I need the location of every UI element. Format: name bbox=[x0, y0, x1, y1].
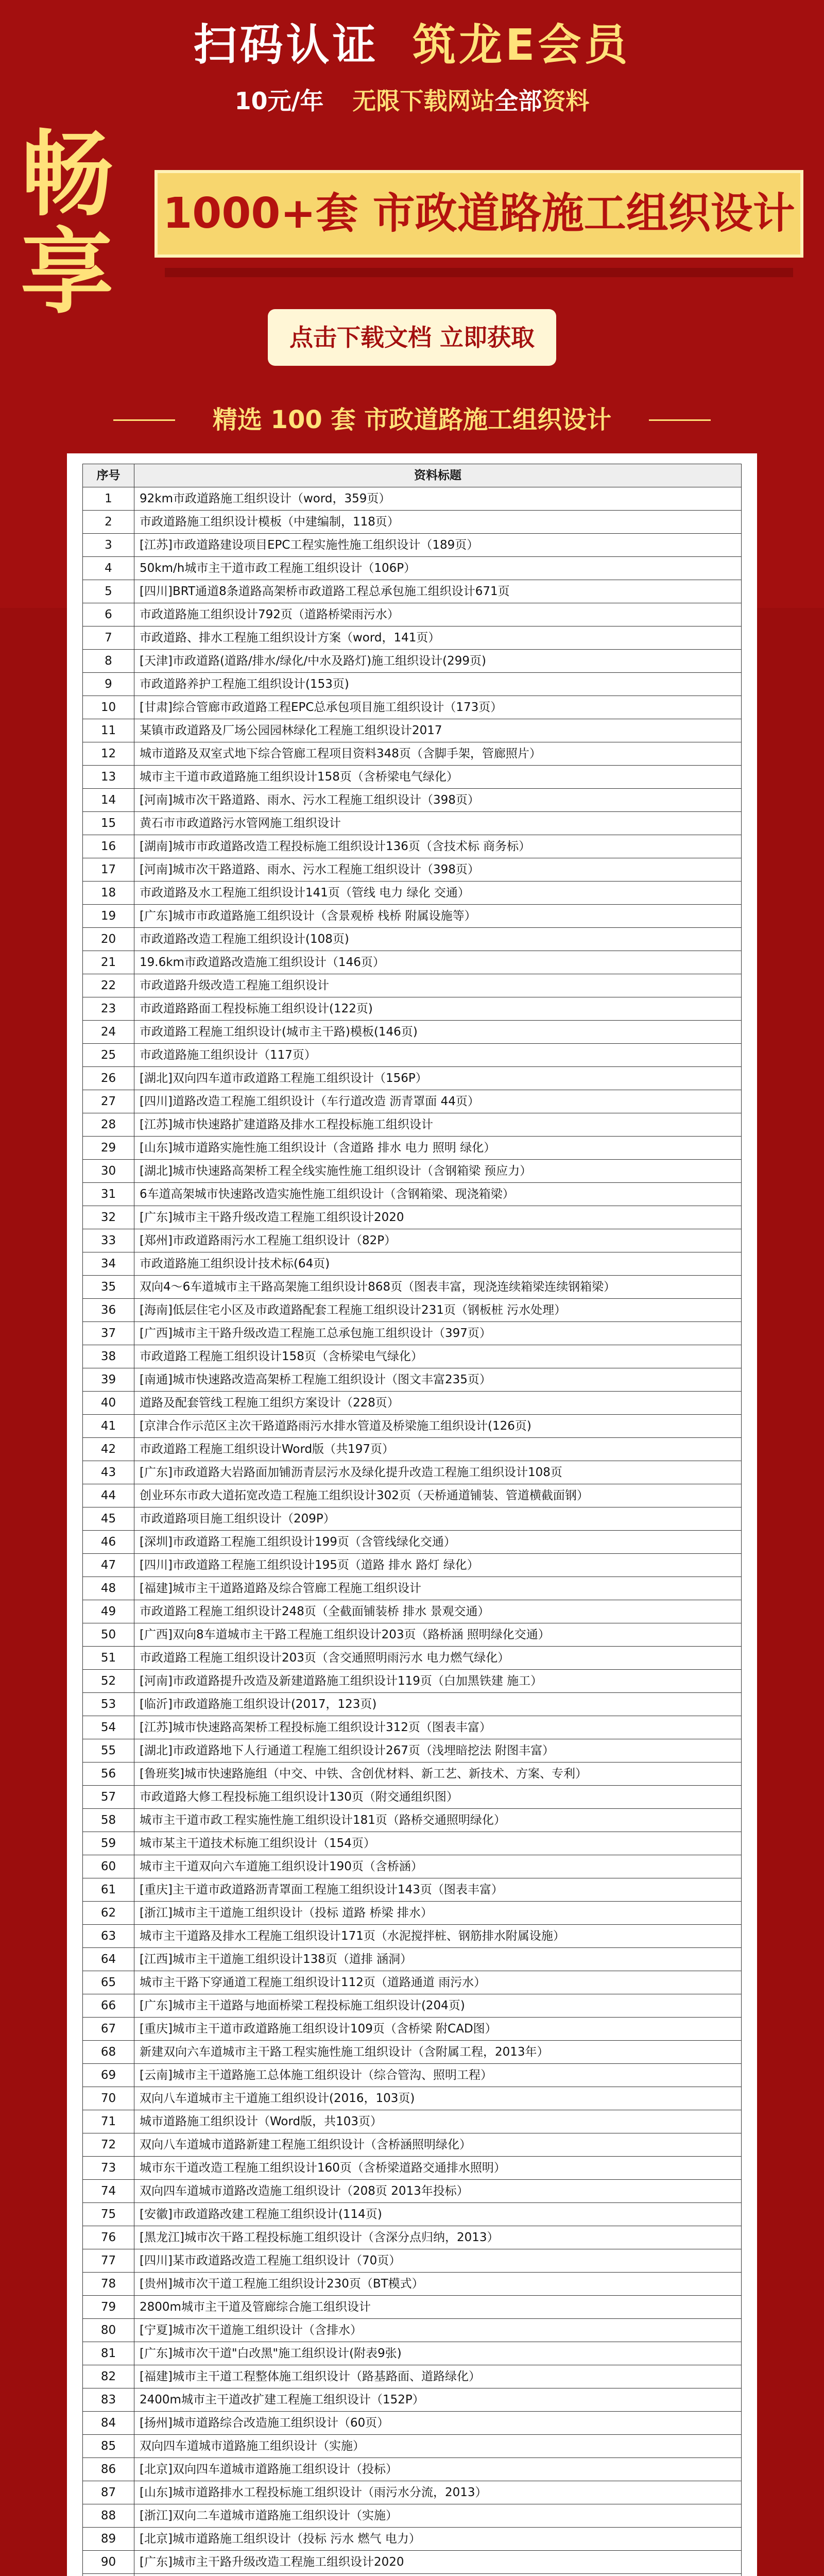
row-number: 61 bbox=[83, 1878, 134, 1902]
row-number: 48 bbox=[83, 1577, 134, 1600]
row-title: [黑龙江]城市次干路工程投标施工组织设计（含深分点归纳，2013） bbox=[134, 2226, 742, 2249]
table-row[interactable] bbox=[83, 1554, 742, 1577]
row-title: [甘肃]综合管廊市政道路工程EPC总承包项目施工组织设计（173页） bbox=[134, 696, 742, 719]
table-row[interactable] bbox=[83, 2273, 742, 2296]
table-row[interactable] bbox=[83, 1786, 742, 1809]
row-number: 52 bbox=[83, 1670, 134, 1693]
row-number: 13 bbox=[83, 766, 134, 789]
row-title: [四川]某市政道路改造工程施工组织设计（70页） bbox=[134, 2249, 742, 2273]
row-number: 74 bbox=[83, 2180, 134, 2203]
row-number: 76 bbox=[83, 2226, 134, 2249]
table-row[interactable] bbox=[83, 1507, 742, 1531]
table-row[interactable] bbox=[83, 812, 742, 835]
table-row[interactable] bbox=[83, 719, 742, 742]
table-row[interactable] bbox=[83, 789, 742, 812]
section-title: 精选 100 套 市政道路施工组织设计 bbox=[93, 402, 731, 438]
row-title: 城市主干道路及排水工程施工组织设计171页（水泥搅拌桩、钢筋排水附属设施） bbox=[134, 1925, 742, 1948]
row-number: 67 bbox=[83, 2018, 134, 2041]
row-number: 66 bbox=[83, 1994, 134, 2018]
row-number: 33 bbox=[83, 1229, 134, 1252]
row-number: 25 bbox=[83, 1044, 134, 1067]
row-number: 83 bbox=[83, 2388, 134, 2412]
row-title: 市政道路施工组织设计技术标(64页) bbox=[134, 1252, 742, 1276]
row-title: [宁夏]城市次干道施工组织设计（含排水） bbox=[134, 2319, 742, 2342]
row-title: 市政道路及水工程施工组织设计141页（管线 电力 绿化 交通） bbox=[134, 882, 742, 905]
table-row[interactable] bbox=[83, 2249, 742, 2273]
table-row[interactable] bbox=[83, 835, 742, 858]
row-number: 19 bbox=[83, 905, 134, 928]
row-number: 78 bbox=[83, 2273, 134, 2296]
row-number: 20 bbox=[83, 928, 134, 951]
row-title: 道路及配套管线工程施工组织方案设计（228页） bbox=[134, 1392, 742, 1415]
title-shadow bbox=[165, 268, 793, 277]
table-row[interactable] bbox=[83, 1415, 742, 1438]
row-title: 市政道路项目施工组织设计（209P） bbox=[134, 1507, 742, 1531]
table-row[interactable] bbox=[83, 511, 742, 534]
row-title: [郑州]市政道路雨污水工程施工组织设计（82P） bbox=[134, 1229, 742, 1252]
row-title: [山东]城市道路实施性施工组织设计（含道路 排水 电力 照明 绿化） bbox=[134, 1137, 742, 1160]
row-title: [北京]城市道路施工组织设计（投标 污水 燃气 电力） bbox=[134, 2528, 742, 2551]
price-text: 10元/年 bbox=[234, 87, 324, 115]
row-number: 24 bbox=[83, 1021, 134, 1044]
table-row[interactable] bbox=[83, 1948, 742, 1971]
row-title: 城市主干道市政道路施工组织设计158页（含桥梁电气绿化） bbox=[134, 766, 742, 789]
row-title: 创业环东市政大道拓宽改造工程施工组织设计302页（天桥通道铺装、管道横截面钢） bbox=[134, 1484, 742, 1507]
row-title: [湖北]市政道路地下人行通道工程施工组织设计267页（浅埋暗挖法 附图丰富） bbox=[134, 1739, 742, 1762]
table-row[interactable] bbox=[83, 2041, 742, 2064]
table-row[interactable] bbox=[83, 2110, 742, 2133]
row-title: 市政道路养护工程施工组织设计(153页) bbox=[134, 673, 742, 696]
row-title: 50km/h城市主干道市政工程施工组织设计（106P） bbox=[134, 557, 742, 580]
table-row[interactable] bbox=[83, 2180, 742, 2203]
table-row[interactable] bbox=[83, 974, 742, 997]
row-number: 69 bbox=[83, 2064, 134, 2087]
table-row[interactable] bbox=[83, 650, 742, 673]
row-number: 82 bbox=[83, 2365, 134, 2388]
row-number: 88 bbox=[83, 2504, 134, 2528]
row-title: [广东]城市主干路升级改造工程施工组织设计2020 bbox=[134, 1206, 742, 1229]
row-number: 26 bbox=[83, 1067, 134, 1090]
resource-table bbox=[82, 464, 742, 2576]
row-number: 57 bbox=[83, 1786, 134, 1809]
row-title: [重庆]城市主干道市政道路施工组织设计109页（含桥梁 附CAD图） bbox=[134, 2018, 742, 2041]
row-number: 8 bbox=[83, 650, 134, 673]
row-title: [重庆]主干道市政道路沥青罩面工程施工组织设计143页（图表丰富） bbox=[134, 1878, 742, 1902]
table-row[interactable] bbox=[83, 1994, 742, 2018]
row-number: 38 bbox=[83, 1345, 134, 1368]
table-row[interactable] bbox=[83, 1322, 742, 1345]
row-title: 市政道路工程施工组织设计Word版（共197页） bbox=[134, 1438, 742, 1461]
table-row[interactable] bbox=[83, 1647, 742, 1670]
row-title bbox=[134, 2574, 742, 2576]
row-title: 2800m城市主干道及管廊综合施工组织设计 bbox=[134, 2296, 742, 2319]
table-row[interactable] bbox=[83, 603, 742, 626]
row-number: 6 bbox=[83, 603, 134, 626]
main-title: 1000+套 市政道路施工组织设计 bbox=[154, 170, 803, 258]
table-row[interactable] bbox=[83, 1229, 742, 1252]
table-row[interactable] bbox=[83, 858, 742, 882]
table-row[interactable] bbox=[83, 1206, 742, 1229]
row-title: 6车道高架城市快速路改造实施性施工组织设计（含钢箱梁、现浇箱梁） bbox=[134, 1183, 742, 1206]
row-number: 9 bbox=[83, 673, 134, 696]
row-number: 1 bbox=[83, 487, 134, 511]
row-number: 39 bbox=[83, 1368, 134, 1392]
resource-table-card bbox=[67, 453, 757, 2576]
row-title: [广西]双向8车道城市主干路工程施工组织设计203页（路桥涵 照明绿化交通） bbox=[134, 1623, 742, 1647]
table-row[interactable] bbox=[83, 1902, 742, 1925]
resource-text: 资料 bbox=[542, 87, 590, 115]
table-row[interactable] bbox=[83, 1670, 742, 1693]
table-row[interactable] bbox=[83, 2087, 742, 2110]
table-row[interactable] bbox=[83, 1484, 742, 1507]
row-title: [天津]市政道路(道路/排水/绿化/中水及路灯)施工组织设计(299页) bbox=[134, 650, 742, 673]
row-title: [南通]城市快速路改造高架桥工程施工组织设计（图文丰富235页） bbox=[134, 1368, 742, 1392]
table-row[interactable] bbox=[83, 2574, 742, 2576]
table-row[interactable] bbox=[83, 1345, 742, 1368]
row-title: 19.6km市政道路改造施工组织设计（146页） bbox=[134, 951, 742, 974]
row-title: [广东]城市主干路升级改造工程施工组织设计2020 bbox=[134, 2551, 742, 2574]
row-title: [广东]城市次干道"白改黑"施工组织设计(附表9张) bbox=[134, 2342, 742, 2365]
row-number: 32 bbox=[83, 1206, 134, 1229]
table-row[interactable] bbox=[83, 1600, 742, 1623]
row-number: 30 bbox=[83, 1160, 134, 1183]
row-title: [浙江]城市主干道施工组织设计（投标 道路 桥梁 排水） bbox=[134, 1902, 742, 1925]
table-row[interactable] bbox=[83, 1762, 742, 1786]
table-row[interactable] bbox=[83, 1299, 742, 1322]
table-row[interactable] bbox=[83, 1021, 742, 1044]
row-number: 31 bbox=[83, 1183, 134, 1206]
row-title: [河南]城市次干路道路、雨水、污水工程施工组织设计（398页） bbox=[134, 858, 742, 882]
row-number: 7 bbox=[83, 626, 134, 650]
row-number: 36 bbox=[83, 1299, 134, 1322]
row-number: 46 bbox=[83, 1531, 134, 1554]
table-row[interactable] bbox=[83, 928, 742, 951]
row-number: 3 bbox=[83, 534, 134, 557]
row-number: 56 bbox=[83, 1762, 134, 1786]
table-row[interactable] bbox=[83, 1739, 742, 1762]
table-row[interactable] bbox=[83, 1832, 742, 1855]
table-row[interactable] bbox=[83, 626, 742, 650]
table-row[interactable] bbox=[83, 1090, 742, 1113]
row-number: 86 bbox=[83, 2458, 134, 2481]
row-title: [京津合作示范区主次干路道路雨污水排水管道及桥梁施工组织设计(126页) bbox=[134, 1415, 742, 1438]
row-number: 77 bbox=[83, 2249, 134, 2273]
row-number: 71 bbox=[83, 2110, 134, 2133]
row-number: 51 bbox=[83, 1647, 134, 1670]
row-number: 62 bbox=[83, 1902, 134, 1925]
row-title: 城市道路及双室式地下综合管廊工程项目资料348页（含脚手架，管廊照片） bbox=[134, 742, 742, 766]
scan-auth-text: 扫码认证 bbox=[193, 20, 379, 70]
table-row[interactable] bbox=[83, 1252, 742, 1276]
row-number: 63 bbox=[83, 1925, 134, 1948]
table-row[interactable] bbox=[83, 2319, 742, 2342]
all-text: 全部 bbox=[494, 87, 542, 115]
table-row[interactable] bbox=[83, 1276, 742, 1299]
row-title: 双向4～6车道城市主干路高架施工组织设计868页（图表丰富，现浇连续箱梁连续钢箱梁） bbox=[134, 1276, 742, 1299]
row-title: 市政道路升级改造工程施工组织设计 bbox=[134, 974, 742, 997]
row-title: 黄石市市政道路污水管网施工组织设计 bbox=[134, 812, 742, 835]
table-row[interactable] bbox=[83, 1878, 742, 1902]
row-title: 市政道路施工组织设计模板（中建编制，118页） bbox=[134, 511, 742, 534]
row-title: [浙江]双向二车道城市道路施工组织设计（实施） bbox=[134, 2504, 742, 2528]
unlimited-text: 无限下载网站 bbox=[352, 87, 495, 115]
table-row[interactable] bbox=[83, 1183, 742, 1206]
row-title: [福建]城市主干道路道路及综合管廊工程施工组织设计 bbox=[134, 1577, 742, 1600]
table-row[interactable] bbox=[83, 2412, 742, 2435]
table-row[interactable] bbox=[83, 905, 742, 928]
row-number: 21 bbox=[83, 951, 134, 974]
table-row[interactable] bbox=[83, 673, 742, 696]
row-number: 5 bbox=[83, 580, 134, 603]
row-number: 80 bbox=[83, 2319, 134, 2342]
row-title: [广东]城市市政道路施工组织设计（含景观桥 栈桥 附属设施等） bbox=[134, 905, 742, 928]
row-title: [福建]城市主干道工程整体施工组织设计（路基路面、道路绿化） bbox=[134, 2365, 742, 2388]
row-number: 28 bbox=[83, 1113, 134, 1137]
row-title: 新建双向六车道城市主干路工程实施性施工组织设计（含附属工程，2013年） bbox=[134, 2041, 742, 2064]
table-row[interactable] bbox=[83, 1855, 742, 1878]
download-cta-button[interactable]: 点击下载文档 立即获取 bbox=[268, 309, 556, 366]
row-number: 58 bbox=[83, 1809, 134, 1832]
row-number: 27 bbox=[83, 1090, 134, 1113]
row-title: [北京]双向四车道城市道路施工组织设计（投标） bbox=[134, 2458, 742, 2481]
row-title: [湖南]城市市政道路改造工程投标施工组织设计136页（含技术标 商务标） bbox=[134, 835, 742, 858]
row-title: [江苏]市政道路建设项目EPC工程实施性施工组织设计（189页） bbox=[134, 534, 742, 557]
row-number: 18 bbox=[83, 882, 134, 905]
row-number: 15 bbox=[83, 812, 134, 835]
row-title: [四川]BRT通道8条道路高架桥市政道路工程总承包施工组织设计671页 bbox=[134, 580, 742, 603]
side-char-bottom: 享 bbox=[21, 219, 114, 327]
col-header-no: 序号 bbox=[83, 464, 134, 487]
table-row[interactable] bbox=[83, 882, 742, 905]
table-row[interactable] bbox=[83, 766, 742, 789]
row-title: 双向四车道城市道路施工组织设计（实施） bbox=[134, 2435, 742, 2458]
table-row[interactable] bbox=[83, 1067, 742, 1090]
row-number: 73 bbox=[83, 2157, 134, 2180]
table-row[interactable] bbox=[83, 2551, 742, 2574]
row-title: 某镇市政道路及厂场公园园林绿化工程施工组织设计2017 bbox=[134, 719, 742, 742]
table-row[interactable] bbox=[83, 1531, 742, 1554]
row-title: [河南]城市次干路道路、雨水、污水工程施工组织设计（398页） bbox=[134, 789, 742, 812]
row-number: 10 bbox=[83, 696, 134, 719]
row-number: 14 bbox=[83, 789, 134, 812]
row-number: 60 bbox=[83, 1855, 134, 1878]
row-title: [湖北]双向四车道市政道路工程施工组织设计（156P） bbox=[134, 1067, 742, 1090]
table-row[interactable] bbox=[83, 1113, 742, 1137]
table-row[interactable] bbox=[83, 2435, 742, 2458]
table-row[interactable] bbox=[83, 1693, 742, 1716]
row-number: 16 bbox=[83, 835, 134, 858]
row-number: 2 bbox=[83, 511, 134, 534]
row-number: 17 bbox=[83, 858, 134, 882]
row-title: 市政道路工程施工组织设计248页（全截面铺装桥 排水 景观交通） bbox=[134, 1600, 742, 1623]
table-row[interactable] bbox=[83, 1160, 742, 1183]
row-number: 59 bbox=[83, 1832, 134, 1855]
table-row[interactable] bbox=[83, 2458, 742, 2481]
row-number: 45 bbox=[83, 1507, 134, 1531]
table-body bbox=[83, 487, 742, 2576]
table-row[interactable] bbox=[83, 1809, 742, 1832]
row-title: 双向八车道城市道路新建工程施工组织设计（含桥涵照明绿化） bbox=[134, 2133, 742, 2157]
row-number: 89 bbox=[83, 2528, 134, 2551]
row-number: 47 bbox=[83, 1554, 134, 1577]
row-number: 23 bbox=[83, 997, 134, 1021]
table-row[interactable] bbox=[83, 742, 742, 766]
table-row[interactable] bbox=[83, 2133, 742, 2157]
row-title: 市政道路工程施工组织设计203页（含交通照明雨污水 电力燃气绿化） bbox=[134, 1647, 742, 1670]
row-title: [云南]城市主干道路施工总体施工组织设计（综合管沟、照明工程） bbox=[134, 2064, 742, 2087]
row-number: 40 bbox=[83, 1392, 134, 1415]
table-row[interactable] bbox=[83, 487, 742, 511]
membership-title bbox=[0, 10, 824, 73]
table-row[interactable] bbox=[83, 2342, 742, 2365]
row-title: 城市主干道双向六车道施工组织设计190页（含桥涵） bbox=[134, 1855, 742, 1878]
table-row[interactable] bbox=[83, 1137, 742, 1160]
table-row[interactable] bbox=[83, 1716, 742, 1739]
table-row[interactable] bbox=[83, 1368, 742, 1392]
row-number: 11 bbox=[83, 719, 134, 742]
table-row[interactable] bbox=[83, 1461, 742, 1484]
row-number: 42 bbox=[83, 1438, 134, 1461]
row-number: 84 bbox=[83, 2412, 134, 2435]
row-number: 75 bbox=[83, 2203, 134, 2226]
table-row[interactable] bbox=[83, 534, 742, 557]
row-title: 市政道路大修工程投标施工组织设计130页（附交通组织图） bbox=[134, 1786, 742, 1809]
row-title: 市政道路工程施工组织设计158页（含桥梁电气绿化） bbox=[134, 1345, 742, 1368]
table-row[interactable] bbox=[83, 2388, 742, 2412]
table-row[interactable] bbox=[83, 696, 742, 719]
col-header-title: 资料标题 bbox=[134, 464, 742, 487]
row-title: [江苏]城市快速路高架桥工程投标施工组织设计312页（图表丰富） bbox=[134, 1716, 742, 1739]
table-row[interactable] bbox=[83, 1925, 742, 1948]
row-title: [广东]城市主干道路与地面桥梁工程投标施工组织设计(204页) bbox=[134, 1994, 742, 2018]
row-number: 49 bbox=[83, 1600, 134, 1623]
row-number: 29 bbox=[83, 1137, 134, 1160]
price-line bbox=[0, 82, 824, 116]
row-number: 12 bbox=[83, 742, 134, 766]
table-row[interactable] bbox=[83, 2203, 742, 2226]
row-number: 72 bbox=[83, 2133, 134, 2157]
row-number: 41 bbox=[83, 1415, 134, 1438]
row-title: 城市某主干道技术标施工组织设计（154页） bbox=[134, 1832, 742, 1855]
row-title: 双向四车道城市道路改造施工组织设计（208页 2013年投标） bbox=[134, 2180, 742, 2203]
row-number: 34 bbox=[83, 1252, 134, 1276]
row-title: [广西]城市主干路升级改造工程施工总承包施工组织设计（397页） bbox=[134, 1322, 742, 1345]
table-row[interactable] bbox=[83, 951, 742, 974]
member-brand-text: 筑龙E会员 bbox=[412, 20, 631, 70]
row-number: 90 bbox=[83, 2551, 134, 2574]
table-row[interactable] bbox=[83, 1044, 742, 1067]
row-title: [四川]市政道路工程施工组织设计195页（道路 排水 路灯 绿化） bbox=[134, 1554, 742, 1577]
table-row[interactable] bbox=[83, 2481, 742, 2504]
row-title: 城市道路施工组织设计（Word版，共103页） bbox=[134, 2110, 742, 2133]
table-row[interactable] bbox=[83, 1623, 742, 1647]
table-row[interactable] bbox=[83, 1577, 742, 1600]
row-title: [江苏]城市快速路扩建道路及排水工程投标施工组织设计 bbox=[134, 1113, 742, 1137]
row-title: [扬州]城市道路综合改造施工组织设计（60页） bbox=[134, 2412, 742, 2435]
table-row[interactable] bbox=[83, 2018, 742, 2041]
row-title: 2400m城市主干道改扩建工程施工组织设计（152P） bbox=[134, 2388, 742, 2412]
table-row[interactable] bbox=[83, 1438, 742, 1461]
row-title: 市政道路施工组织设计（117页） bbox=[134, 1044, 742, 1067]
row-title: [贵州]城市次干道工程施工组织设计230页（BT模式） bbox=[134, 2273, 742, 2296]
row-title: [江西]城市主干道施工组织设计138页（道排 涵洞） bbox=[134, 1948, 742, 1971]
table-row[interactable] bbox=[83, 2157, 742, 2180]
row-number: 81 bbox=[83, 2342, 134, 2365]
row-title: [临沂]市政道路施工组织设计(2017，123页) bbox=[134, 1693, 742, 1716]
table-row[interactable] bbox=[83, 2064, 742, 2087]
row-number: 22 bbox=[83, 974, 134, 997]
row-title: [海南]低层住宅小区及市政道路配套工程施工组织设计231页（钢板桩 污水处理） bbox=[134, 1299, 742, 1322]
row-title: 双向八车道城市主干道施工组织设计(2016，103页) bbox=[134, 2087, 742, 2110]
table-row[interactable] bbox=[83, 2296, 742, 2319]
row-number: 64 bbox=[83, 1948, 134, 1971]
row-number: 53 bbox=[83, 1693, 134, 1716]
row-number: 54 bbox=[83, 1716, 134, 1739]
table-row[interactable] bbox=[83, 557, 742, 580]
table-row[interactable] bbox=[83, 2226, 742, 2249]
row-number: 4 bbox=[83, 557, 134, 580]
row-title: [河南]市政道路提升改造及新建道路施工组织设计119页（白加黑铁建 施工） bbox=[134, 1670, 742, 1693]
row-title: [湖北]城市快速路高架桥工程全线实施性施工组织设计（含钢箱梁 预应力） bbox=[134, 1160, 742, 1183]
row-title: 城市主干道市政工程实施性施工组织设计181页（路桥交通照明绿化） bbox=[134, 1809, 742, 1832]
row-number: 85 bbox=[83, 2435, 134, 2458]
row-number: 50 bbox=[83, 1623, 134, 1647]
table-row[interactable] bbox=[83, 997, 742, 1021]
table-row[interactable] bbox=[83, 2365, 742, 2388]
row-title: 城市主干路下穿通道工程施工组织设计112页（道路通道 雨污水） bbox=[134, 1971, 742, 1994]
row-title: 市政道路路面工程投标施工组织设计(122页) bbox=[134, 997, 742, 1021]
table-row[interactable] bbox=[83, 580, 742, 603]
table-row[interactable] bbox=[83, 2504, 742, 2528]
row-title: 市政道路施工组织设计792页（道路桥梁雨污水） bbox=[134, 603, 742, 626]
row-number: 70 bbox=[83, 2087, 134, 2110]
row-title: 城市东干道改造工程施工组织设计160页（含桥梁道路交通排水照明） bbox=[134, 2157, 742, 2180]
row-number: 68 bbox=[83, 2041, 134, 2064]
row-number: 43 bbox=[83, 1461, 134, 1484]
table-row[interactable] bbox=[83, 1392, 742, 1415]
row-number: 79 bbox=[83, 2296, 134, 2319]
row-title: [鲁班奖]城市快速路施组（中交、中铁、含创优材料、新工艺、新技术、方案、专利） bbox=[134, 1762, 742, 1786]
row-title: [广东]市政道路大岩路面加铺沥青层污水及绿化提升改造工程施工组织设计108页 bbox=[134, 1461, 742, 1484]
side-char-top: 畅 bbox=[21, 121, 114, 229]
row-number: 37 bbox=[83, 1322, 134, 1345]
table-header-row bbox=[83, 464, 742, 487]
row-title: 92km市政道路施工组织设计（word，359页） bbox=[134, 487, 742, 511]
row-number: 44 bbox=[83, 1484, 134, 1507]
row-title: [山东]城市道路排水工程投标施工组织设计（雨污水分流，2013） bbox=[134, 2481, 742, 2504]
row-title: [四川]道路改造工程施工组织设计（车行道改造 沥青罩面 44页） bbox=[134, 1090, 742, 1113]
table-row[interactable] bbox=[83, 1971, 742, 1994]
row-number: 55 bbox=[83, 1739, 134, 1762]
row-number bbox=[83, 2574, 134, 2576]
row-number: 87 bbox=[83, 2481, 134, 2504]
row-title: [深圳]市政道路工程施工组织设计199页（含管线绿化交通） bbox=[134, 1531, 742, 1554]
row-number: 65 bbox=[83, 1971, 134, 1994]
row-title: 市政道路改造工程施工组织设计(108页) bbox=[134, 928, 742, 951]
row-number: 35 bbox=[83, 1276, 134, 1299]
row-title: 市政道路、排水工程施工组织设计方案（word，141页） bbox=[134, 626, 742, 650]
row-title: 市政道路工程施工组织设计(城市主干路)模板(146页) bbox=[134, 1021, 742, 1044]
row-title: [安徽]市政道路改建工程施工组织设计(114页) bbox=[134, 2203, 742, 2226]
table-row[interactable] bbox=[83, 2528, 742, 2551]
